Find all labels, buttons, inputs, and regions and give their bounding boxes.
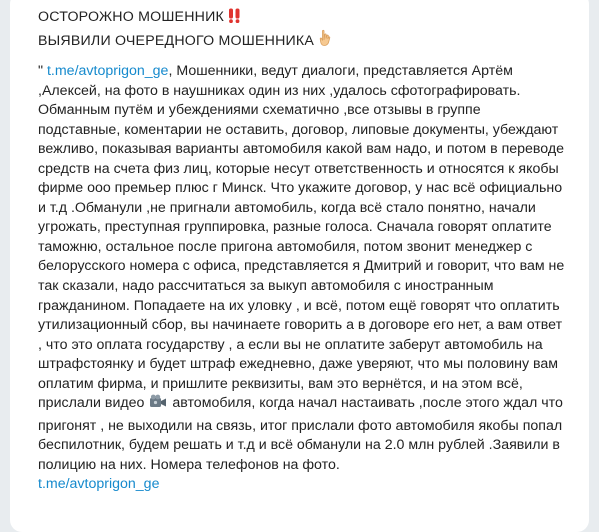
message-card <box>10 0 589 532</box>
headline-line1: ОСТОРОЖНО МОШЕННИК <box>38 9 224 25</box>
headline-line2: ВЫЯВИЛИ ОЧЕРЕДНОГО МОШЕННИКА <box>38 33 315 49</box>
post-text-part2: автомобиля, когда начал настаивать ,после этого ждал что пригонят , не выходили на связь, итог прислали фото автомобиля якобы попал беспилотник, будем решать и т.д и всё обманули на 2.0 млн рублей .Заявили в полицию на них. Номера телефонов на фото. <box>38 395 563 473</box>
footer-channel-link[interactable]: t.me/avtoprigon_ge <box>38 476 160 493</box>
video-camera-icon <box>149 394 167 417</box>
post-headline <box>38 8 565 53</box>
quote-mark: " <box>38 63 47 79</box>
pointing-down-hand-icon <box>318 29 332 53</box>
channel-link[interactable]: t.me/avtoprigon_ge <box>46 63 169 79</box>
double-exclamation-icon <box>228 8 241 29</box>
post-body <box>38 62 565 495</box>
post-text-part1: , Мошенники, ведут диалоги, представляется Артём ,Алексей, на фото в наушниках один из них ,удалось сфотографировать. Обманным путём и убеждениями схематично ,все отзывы в группе подставные, коментарии не оставить, договор, липовые документы, убеждают вежливо, показывая варианты автомобиля какой вам надо, и потом в переводе средств на счета физ лиц, которые несут ответственность и относятся к якобы фирме ооо премьер плюс г Минск. Что укажите договор, у нас всё официально и т.д .Обманули ,не пригнали автомобиль, когда всё стало понятно, начали угрожать, преступная группировка, разные голоса. Сначала говорят оплатите таможню, остальное после пригона автомобиля, потом звонит менеджер с белорусского номера с офиса, представляется я Дмитрий и говорит, что вам не так сказали, надо рассчитаться за выкуп автомобиля с иностранным гражданином. Попадаете на их уловку , и всё, потом ещё говорят что оплатить утилизационный сбор, вы начинаете говорить а в договоре его нет, а вам ответ , что это оплата государству , а если вы не оплатите заберут автомобиль на штрафстоянку и будет штраф ежедневно, даже уверяют, что мы половину вам оплатим фирма, и пришлите реквизиты, вам это вернётся, и на этом всё, прислали видео <box>38 63 565 412</box>
